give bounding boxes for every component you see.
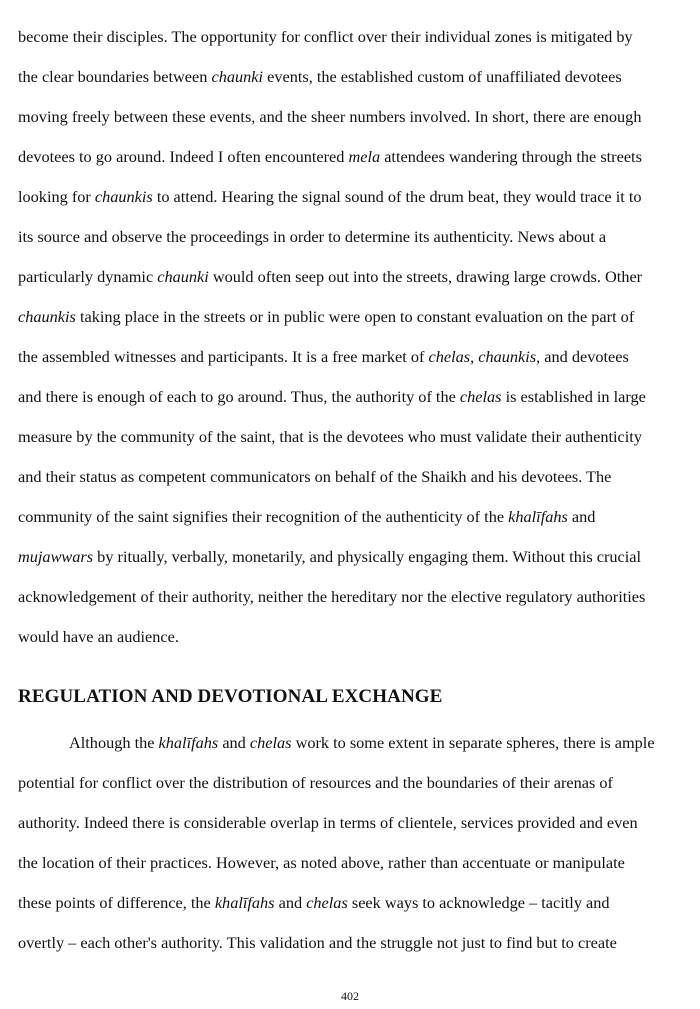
text-run: by ritually, verbally, monetarily, and physically engaging them. Without this crucial bbox=[93, 547, 642, 566]
italic-term: khalīfahs bbox=[158, 733, 219, 752]
text-run: work to some extent in separate spheres, there is ample bbox=[291, 733, 655, 752]
text-run: and bbox=[274, 893, 307, 912]
italic-term: mela bbox=[348, 147, 381, 166]
text-line bbox=[18, 627, 179, 647]
italic-term: mujawwars bbox=[18, 547, 94, 566]
text-line bbox=[18, 507, 595, 527]
italic-term: chaunki bbox=[211, 67, 264, 86]
text-run: , bbox=[470, 347, 479, 366]
text-line bbox=[18, 187, 642, 207]
text-line bbox=[69, 733, 655, 753]
italic-term: chelas bbox=[306, 893, 348, 912]
text-run: moving freely between these events, and the sheer numbers involved. In short, there are enough bbox=[18, 107, 642, 126]
italic-term: chaunkis bbox=[94, 187, 153, 206]
text-run: , and devotees bbox=[536, 347, 629, 366]
text-line bbox=[18, 147, 642, 167]
italic-term: chelas bbox=[249, 733, 292, 752]
text-line bbox=[18, 467, 611, 487]
text-run: particularly dynamic bbox=[18, 267, 158, 286]
text-line bbox=[18, 267, 642, 287]
text-line bbox=[18, 67, 622, 87]
text-run: Although the bbox=[69, 733, 159, 752]
text-run: to attend. Hearing the signal sound of the drum beat, they would trace it to bbox=[152, 187, 642, 206]
text-run: events, the established custom of unaffiliated devotees bbox=[263, 67, 622, 86]
text-run: seek ways to acknowledge – tacitly and bbox=[347, 893, 610, 912]
text-line bbox=[18, 893, 610, 913]
text-run: and their status as competent communicators on behalf of the Shaikh and his devotees. The bbox=[18, 467, 612, 486]
text-run: these points of difference, the bbox=[18, 893, 215, 912]
text-run: looking for bbox=[18, 187, 95, 206]
text-run: authority. Indeed there is considerable overlap in terms of clientele, services provided and even bbox=[18, 813, 638, 832]
text-line bbox=[18, 813, 638, 833]
text-line bbox=[18, 347, 629, 367]
italic-term: chaunki bbox=[157, 267, 209, 286]
text-run: its source and observe the proceedings in order to determine its authenticity. News about a bbox=[18, 227, 607, 246]
text-line bbox=[18, 853, 625, 873]
text-run: overtly – each other's authority. This validation and the struggle not just to find but to create bbox=[18, 933, 617, 952]
text-run: the assembled witnesses and participants. It is a free market of bbox=[18, 347, 429, 366]
text-run: is established in large bbox=[501, 387, 646, 406]
text-line bbox=[18, 427, 642, 447]
text-run: attendees wandering through the streets bbox=[380, 147, 642, 166]
text-run: community of the saint signifies their recognition of the authenticity of the bbox=[18, 507, 509, 526]
italic-term: chelas bbox=[428, 347, 471, 366]
text-line bbox=[18, 387, 646, 407]
text-run: taking place in the streets or in public were open to constant evaluation on the part of bbox=[75, 307, 635, 326]
italic-term: chelas bbox=[459, 387, 502, 406]
italic-term: chaunkis bbox=[478, 347, 537, 366]
text-run: and bbox=[218, 733, 250, 752]
text-run: the location of their practices. However, as noted above, rather than accentuate or manipulate bbox=[18, 853, 625, 872]
italic-term: khalīfahs bbox=[214, 893, 275, 912]
section-heading: REGULATION AND DEVOTIONAL EXCHANGE bbox=[18, 686, 443, 707]
italic-term: chaunkis bbox=[18, 307, 76, 326]
text-run: potential for conflict over the distribution of resources and the boundaries of their arenas of bbox=[18, 773, 613, 792]
text-run: would have an audience. bbox=[18, 627, 179, 646]
italic-term: khalīfahs bbox=[508, 507, 568, 526]
text-line bbox=[18, 27, 633, 47]
text-line bbox=[18, 933, 617, 953]
text-line bbox=[18, 107, 641, 127]
text-run: would often seep out into the streets, drawing large crowds. Other bbox=[208, 267, 643, 286]
page-number: 402 bbox=[341, 989, 359, 1003]
text-line bbox=[18, 587, 645, 607]
text-run: measure by the community of the saint, that is the devotees who must validate their authenticity bbox=[18, 427, 642, 446]
text-run: the clear boundaries between bbox=[18, 67, 212, 86]
text-run: devotees to go around. Indeed I often encountered bbox=[18, 147, 349, 166]
text-line bbox=[18, 227, 606, 247]
text-run: and there is enough of each to go around. Thus, the authority of the bbox=[18, 387, 460, 406]
text-line bbox=[18, 547, 641, 567]
text-line bbox=[18, 773, 613, 793]
text-run: and bbox=[567, 507, 596, 526]
text-line bbox=[18, 307, 634, 327]
text-run: become their disciples. The opportunity for conflict over their individual zones is mitigated by bbox=[18, 27, 633, 46]
text-run: acknowledgement of their authority, neither the hereditary nor the elective regulatory authorities bbox=[18, 587, 646, 606]
